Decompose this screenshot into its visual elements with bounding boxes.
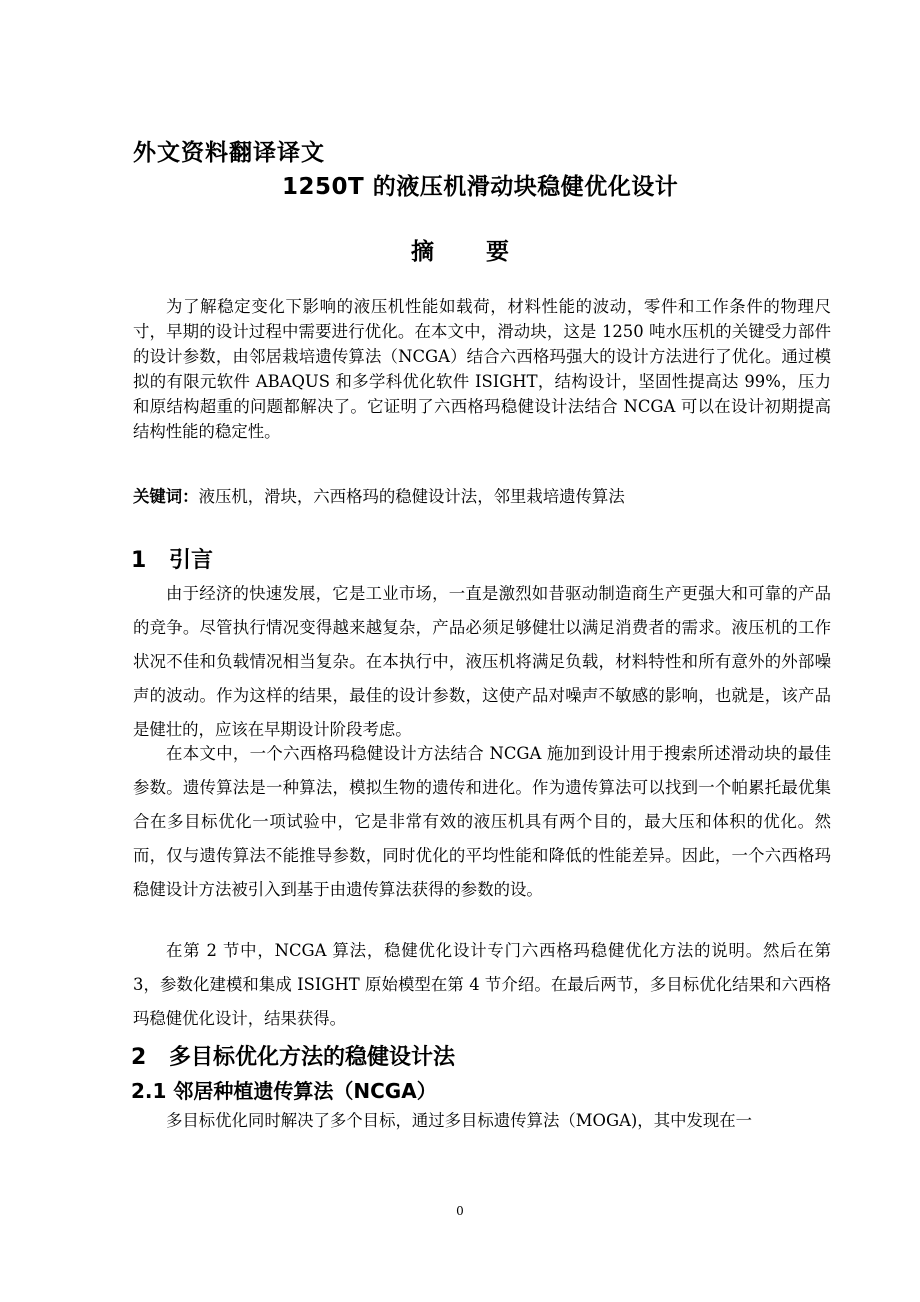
section-2-heading [131,1040,455,1071]
section-1-paragraph-1: 由于经济的快速发展，它是工业市场，一直是激烈如昔驱动制造商生产更强大和可靠的产品的竞争。尽管执行情况变得越来越复杂，产品必须足够健壮以满足消费者的需求。液压机的工作状况不佳和负载情况相当复杂。在本执行中，液压机将满足负载，材料特性和所有意外的外部噪声的波动。作为这样的结果，最佳的设计参数，这使产品对噪声不敏感的影响，也就是，该产品是健壮的，应该在早期设计阶段考虑。 [133,584,831,739]
keywords-text: 液压机，滑块，六西格玛的稳健设计法，邻里栽培遗传算法 [198,487,625,506]
section-2-1-heading: 2.1 邻居种植遗传算法（NCGA） [131,1079,437,1103]
abstract-paragraph: 为了解稳定变化下影响的液压机性能如载荷，材料性能的波动，零件和工作条件的物理尺寸，早期的设计过程中需要进行优化。在本文中，滑动块，这是 1250 吨水压机的关键受力部件的设计参数，由邻居栽培遗传算法（NCGA）结合六西格玛强大的设计方法进行了优化。通过模拟的有限元软件 ABAQUS 和多学科优化软件 ISIGHT，结构设计，坚固性提高达 99%，压力和原结构超重的问题都解决了。它证明了六西格玛稳健设计法结合 NCGA 可以在设计初期提高结构性能的稳定性。 [133,297,831,441]
abstract-heading-char-1: 摘 [411,239,434,265]
section-1-heading [131,543,213,574]
section-1-title: 引言 [169,548,214,573]
section-1-paragraph-3: 在第 2 节中，NCGA 算法，稳健优化设计专门六西格玛稳健优化方法的说明。然后在第 3，参数化建模和集成 ISIGHT 原始模型在第 4 节介绍。在最后两节，多目标优化结果和六西格玛稳健优化设计，结果获得。 [133,941,831,1028]
section-1-paragraph-2: 在本文中，一个六西格玛稳健设计方法结合 NCGA 施加到设计用于搜索所述滑动块的最佳参数。遗传算法是一种算法，模拟生物的遗传和进化。作为遗传算法可以找到一个帕累托最优集合在多目标优化一项试验中，它是非常有效的液压机具有两个目的，最大压和体积的优化。然而，仅与遗传算法不能推导参数，同时优化的平均性能和降低的性能差异。因此，一个六西格玛稳健设计方法被引入到基于由遗传算法获得的参数的设。 [133,744,831,899]
abstract-heading-char-2: 要 [486,239,509,265]
keywords-label: 关键词： [133,487,199,506]
keywords-line [133,483,625,507]
section-2-number: 2 [131,1045,147,1070]
section-1-number: 1 [131,548,147,573]
abstract-heading [0,233,920,266]
section-2-title: 多目标优化方法的稳健设计法 [169,1045,456,1070]
document-label: 外文资料翻译译文 [133,140,325,166]
document-title: 1250T 的液压机滑动块稳健优化设计 [282,174,679,200]
section-2-1-paragraph: 多目标优化同时解决了多个目标，通过多目标遗传算法（MOGA)，其中发现在一 [166,1111,753,1130]
page-number: 0 [456,1204,464,1218]
